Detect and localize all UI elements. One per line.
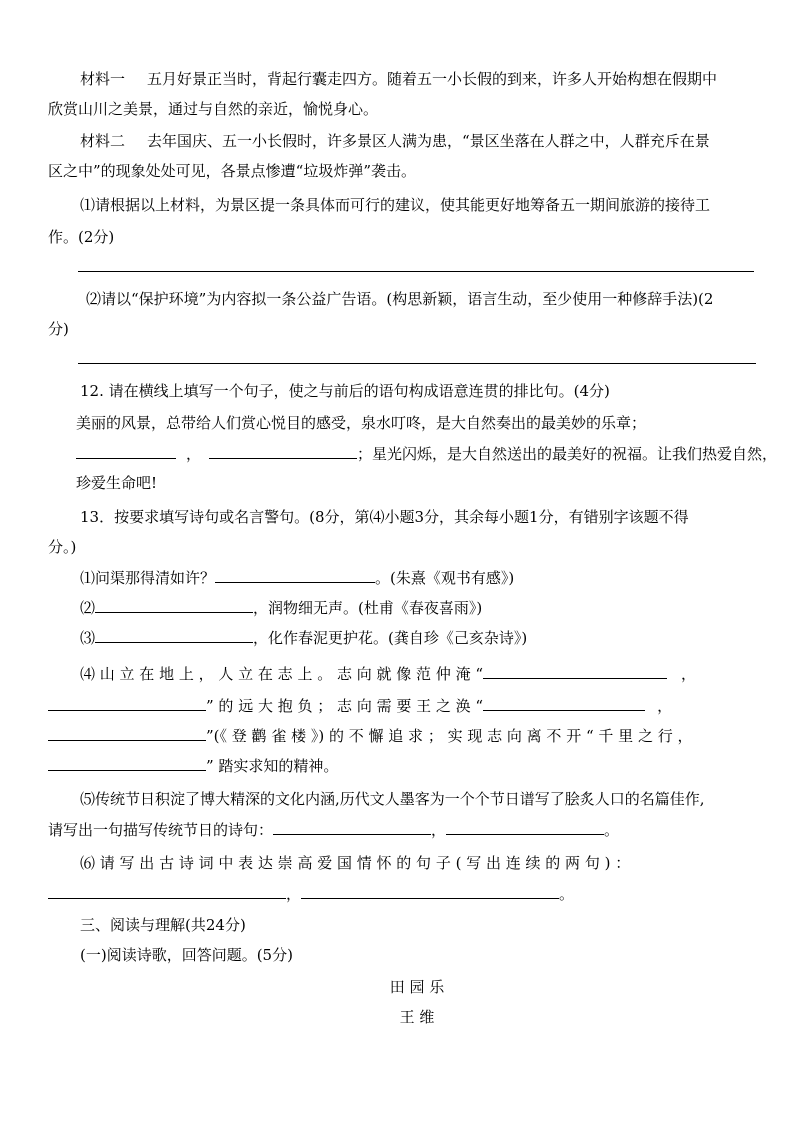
q2-line1: ⑵请以“保护环境”为内容拟一条公益广告语。(构思新颖，语言生动，至少使用一种修辞手法)(2 [86,290,714,308]
q13-title-line2: 分。) [48,538,77,556]
q13-s4-blank-1[interactable] [483,662,667,679]
q13-s4-blank-2[interactable] [48,694,206,711]
material2-line1: 材料二 去年国庆、五一小长假时，许多景区人满为患，“景区坐落在人群之中，人群充斥在景 [80,132,710,150]
q13-s1-blank[interactable] [215,566,375,583]
q13-s3: ⑶ ，化作春泥更护花。(龚自珍《己亥杂诗》) [80,626,527,649]
q1-answer-line[interactable] [78,271,754,272]
q13-s6-line2: ， 。 [48,882,574,905]
poem-title: 田 园 乐 [389,978,445,996]
q2-line2: 分) [48,320,69,338]
poem-author: 王 维 [399,1008,435,1026]
q13-s5-line2: 请写出一句描写传统节日的诗句： ， 。 [48,818,619,841]
material2-label: 材料二 [80,132,126,150]
q12-line1: 美丽的风景，总带给人们赏心悦目的感受，泉水叮咚，是大自然奏出的最美妙的乐章； [76,414,647,432]
q13-s4-line4: ” 踏实求知的精神。 [48,754,338,777]
q12-blank-1[interactable] [76,442,176,459]
q13-s4-blank-4[interactable] [48,724,206,741]
q12-line2: ， ；星光闪烁，是大自然送出的最美好的祝福。让我们热爱自然， [76,442,777,465]
q13-s5-line1: ⑸传统节日积淀了博大精深的文化内涵,历代文人墨客为一个个节日谱写了脍炙人口的名篇佳作, [80,790,705,808]
material2-line2: 区之中”的现象处处可见，各景点惨遭“垃圾炸弹”袭击。 [48,162,417,180]
q13-s4-blank-3[interactable] [483,694,645,711]
q13-s2-blank[interactable] [95,596,253,613]
material1-line1: 材料一 五月好景正当时，背起行囊走四方。随着五一小长假的到来，许多人开始构想在假期中 [80,70,718,88]
q13-s1: ⑴问渠那得清如许？ 。(朱熹《观书有感》) [80,566,514,589]
q13-title-line1: 13．按要求填写诗句或名言警句。(8分，第⑷小题3分，其余每小题1分，有错别字该题不得 [80,508,689,526]
q12-line3: 珍爱生命吧! [76,474,158,492]
q13-s4-line1: ⑷ 山 立 在 地 上 ， 人 立 在 志 上 。 志 向 就 像 范 仲 淹 “ ， [80,662,696,685]
q13-s6-blank-1[interactable] [48,882,286,899]
q2-answer-line[interactable] [78,363,756,364]
q1-line1: ⑴请根据以上材料，为景区提一条具体而可行的建议，使其能更好地筹备五一期间旅游的接待工 [80,196,711,214]
q13-s6-line1: ⑹ 请 写 出 古 诗 词 中 表 达 崇 高 爱 国 情 怀 的 句 子 ( 写 出 连 续 的 两 句 ) ： [80,854,631,872]
q13-s4-line3: ”(《 登 鹳 雀 楼 》) 的 不 懈 追 求 ； 实 现 志 向 离 不 开 “ 千 里 之 行 ， [48,724,692,747]
q1-line2: 作。(2分) [48,228,115,246]
q12-blank-2[interactable] [209,442,357,459]
q13-s4-blank-5[interactable] [48,754,206,771]
q13-s5-blank-1[interactable] [273,818,431,835]
q13-s5-blank-2[interactable] [446,818,604,835]
q13-s2: ⑵ ，润物细无声。(杜甫《春夜喜雨》) [80,596,482,619]
material1-label: 材料一 [80,70,126,88]
q13-s4-line2: ” 的 远 大 抱 负 ； 志 向 需 要 王 之 涣 “ ， [48,694,672,717]
section3-title: 三、阅读与理解(共24分) [80,916,246,934]
material1-line2: 欣赏山川之美景，通过与自然的亲近，愉悦身心。 [48,100,379,118]
q13-s3-blank[interactable] [95,626,253,643]
q12-title: 12. 请在横线上填写一个句子，使之与前后的语句构成语意连贯的排比句。(4分) [80,382,610,400]
section3-subtitle: (一)阅读诗歌，回答问题。(5分) [80,946,293,964]
q13-s6-blank-2[interactable] [301,882,559,899]
